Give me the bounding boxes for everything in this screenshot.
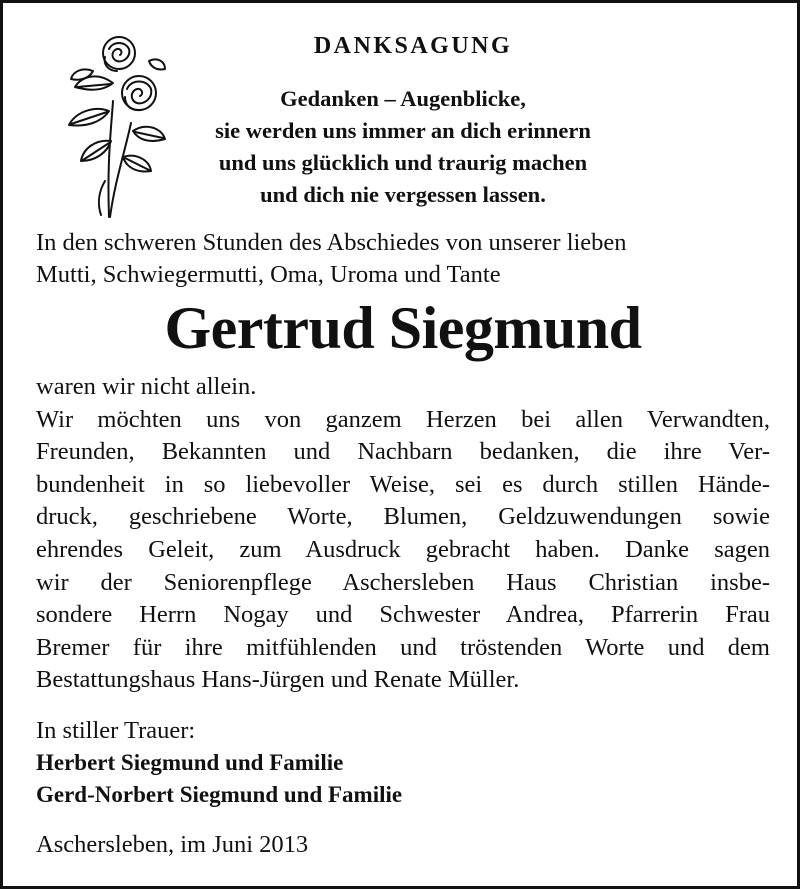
intro-paragraph (36, 227, 776, 291)
poem-line: Gedanken – Augenblicke, (280, 86, 526, 111)
intro-line: Mutti, Schwiegermutti, Oma, Uroma und Tante (36, 261, 501, 288)
memorial-poem (168, 83, 638, 211)
rose-bouquet-icon (53, 31, 171, 221)
body-line: Bremer für ihre mitfühlenden und tröstenden Worte und dem (36, 633, 770, 661)
body-line: wir der Seniorenpflege Aschersleben Haus Christian insbe- (36, 568, 770, 596)
place-date: Aschersleben, im Juni 2013 (36, 831, 309, 858)
mourner-name: Herbert Siegmund und Familie (36, 750, 344, 775)
deceased-name: Gertrud Siegmund (164, 295, 642, 361)
body-line: waren wir nicht allein. (36, 373, 257, 400)
body-line: bundenheit in so liebevoller Weise, sei es durch stillen Hände- (36, 470, 770, 498)
body-line: sondere Herrn Nogay und Schwester Andrea, Pfarrerin Frau (36, 601, 770, 629)
mourning-label: In stiller Trauer: (36, 717, 196, 744)
body-line: Bestattungshaus Hans-Jürgen und Renate Müller. (36, 666, 520, 694)
body-line: Wir möchten uns von ganzem Herzen bei allen Verwandten, (36, 405, 770, 433)
mourner-name: Gerd-Norbert Siegmund und Familie (36, 782, 403, 807)
body-line: ehrendes Geleit, zum Ausdruck gebracht haben. Danke sagen (36, 535, 770, 563)
poem-line: und dich nie vergessen lassen. (260, 182, 546, 207)
notice-heading: DANKSAGUNG (313, 33, 513, 59)
body-line: druck, geschriebene Worte, Blumen, Geldzuwendungen sowie (36, 503, 770, 531)
poem-line: und uns glücklich und traurig machen (218, 150, 588, 175)
body-line: Freunden, Bekannten und Nachbarn bedanken, die ihre Ver- (36, 438, 770, 466)
thanks-paragraph (36, 371, 770, 697)
mourners-section (36, 715, 776, 811)
intro-line: In den schweren Stunden des Abschiedes von unserer lieben (36, 229, 627, 256)
poem-line: sie werden uns immer an dich erinnern (215, 118, 591, 143)
